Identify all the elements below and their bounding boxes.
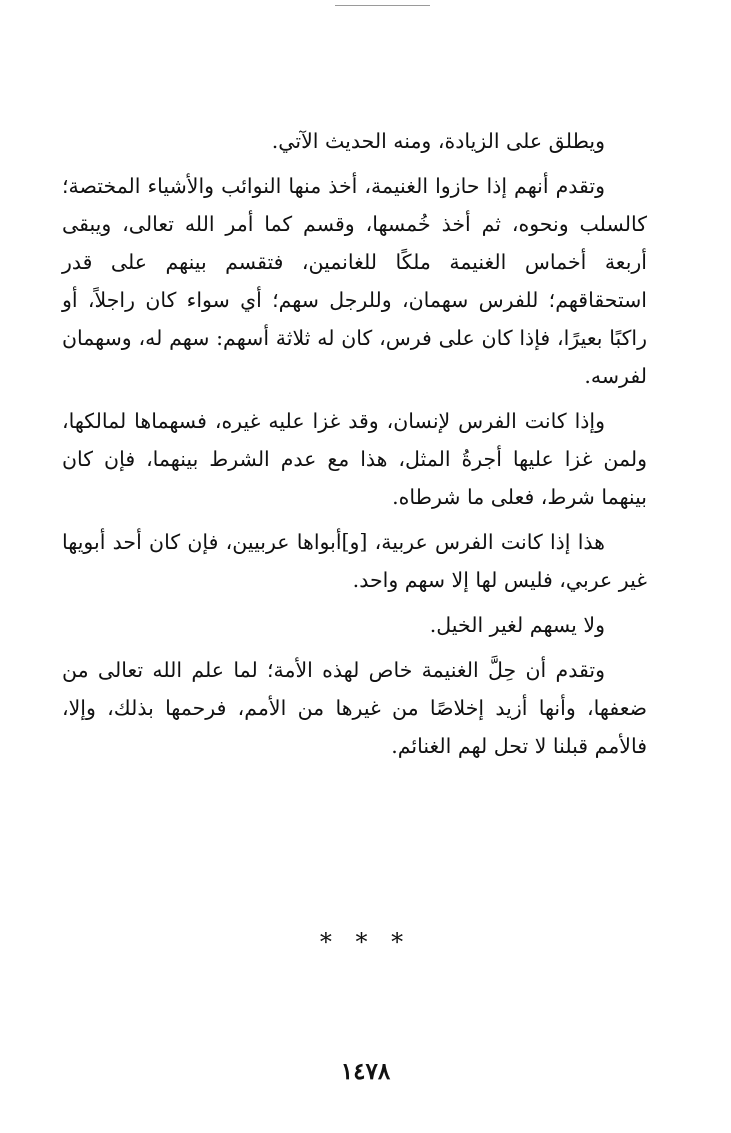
paragraph-2: وتقدم أنهم إذا حازوا الغنيمة، أخذ منها النوائب والأشياء المختصة؛ كالسلب ونحوه، ثم أخذ خُمسها، وقسم كما أمر الله تعالى، ويبقى أربعة أخماس الغنيمة ملكًا للغانمين، فتقسم بينهم على قدر استحقاقهم؛ للفرس سهمان، وللرجل سهم؛ أي سواء كان راجلاً، أو راكبًا بعيرًا، فإذا كان على فرس، كان له ثلاثة أسهم: سهم له، وسهمان لفرسه. bbox=[62, 174, 648, 388]
paragraph-4: هذا إذا كانت الفرس عربية، [و]أبواها عربيين، فإن كان أحد أبويها غير عربي، فليس لها إلا سهم واحد. bbox=[62, 530, 647, 592]
paragraph-3: وإذا كانت الفرس لإنسان، وقد غزا عليه غيره، فسهماها لمالكها، ولمن غزا عليها أجرةُ المثل، هذا مع عدم الشرط بينهما، فإن كان بينهما شرط، فعلى ما شرطاه. bbox=[62, 409, 647, 509]
paragraph-1: ويطلق على الزيادة، ومنه الحديث الآتي. bbox=[271, 129, 605, 153]
page-number: ١٤٧٨ bbox=[340, 1058, 391, 1085]
header-rule bbox=[335, 5, 430, 6]
paragraph-5: ولا يسهم لغير الخيل. bbox=[429, 613, 605, 637]
section-divider-stars: * * * bbox=[319, 928, 412, 956]
page-body bbox=[62, 122, 647, 772]
paragraph-6: وتقدم أن حِلَّ الغنيمة خاص لهذه الأمة؛ لما علم الله تعالى من ضعفها، وأنها أزيد إخلاصًا من غيرها من الأمم، فرحمها بذلك، وإلا، فالأمم قبلنا لا تحل لهم الغنائم. bbox=[62, 658, 647, 758]
